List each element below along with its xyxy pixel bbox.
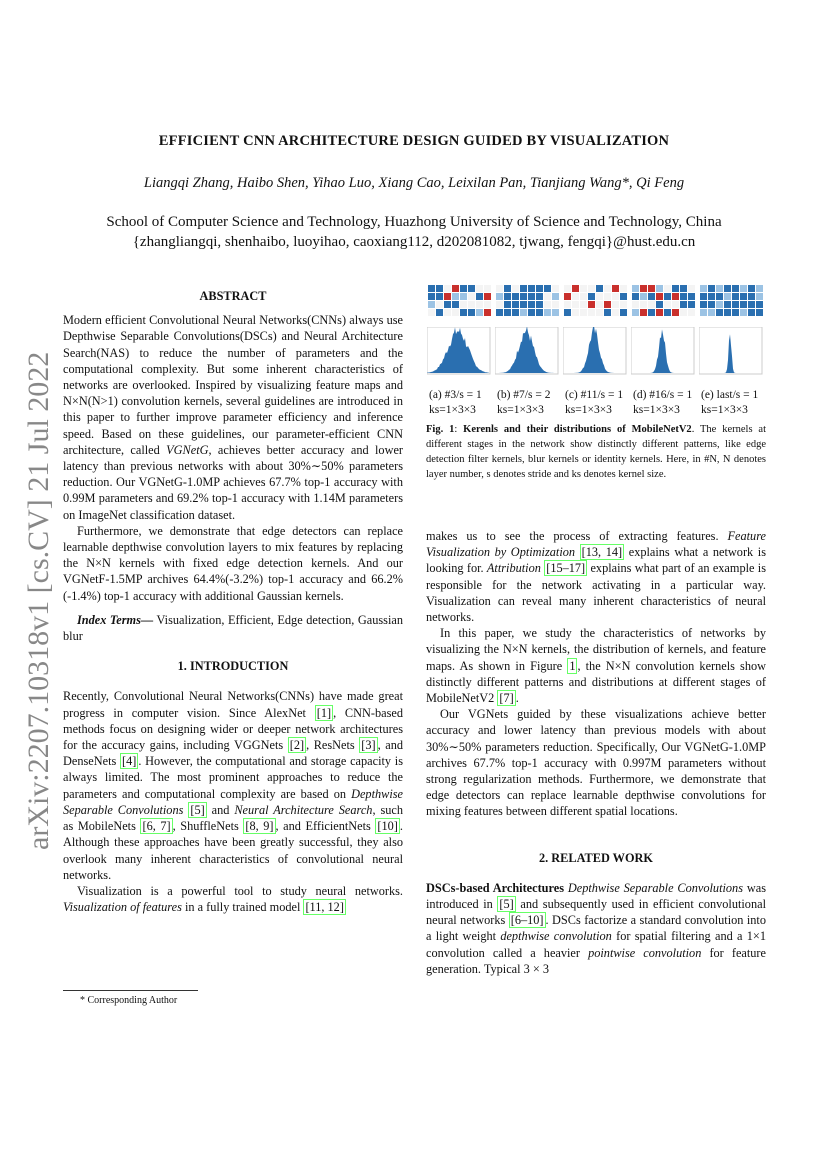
kernel-cell xyxy=(512,301,519,308)
kernel-cell xyxy=(604,293,611,300)
kernel-cell xyxy=(672,301,679,308)
kernel-cell xyxy=(756,293,763,300)
panel-kernel-size: ks=1×3×3 xyxy=(429,404,476,416)
kernel-cell xyxy=(572,293,579,300)
intro-paragraph-2-start xyxy=(63,883,403,915)
kernel-cell xyxy=(716,309,723,316)
footnote-rule xyxy=(63,990,198,991)
text: . DSCs factorize a standard convolution into a light weight xyxy=(426,913,766,944)
kernel-cell xyxy=(460,285,467,292)
kernel-cell xyxy=(680,293,687,300)
weight-histogram xyxy=(631,327,695,375)
kernel-cell xyxy=(640,309,647,316)
citation-link[interactable]: [15–17] xyxy=(546,561,586,576)
kernel-cell xyxy=(504,309,511,316)
kernel-cell xyxy=(640,285,647,292)
kernel-cell xyxy=(572,285,579,292)
kernel-cell xyxy=(572,309,579,316)
nas-term: Neural Architecture Search xyxy=(234,802,373,817)
kernel-cell xyxy=(536,293,543,300)
kernel-grid xyxy=(700,285,763,316)
kernel-cell xyxy=(732,285,739,292)
kernel-cell xyxy=(528,285,535,292)
abstract-heading: ABSTRACT xyxy=(199,289,267,303)
intro-paragraph-2-end xyxy=(426,528,766,625)
kernel-cell xyxy=(748,309,755,316)
kernel-cell xyxy=(512,293,519,300)
text: makes us to see the process of extracting features. xyxy=(426,529,728,543)
kernel-cell xyxy=(504,293,511,300)
kernel-cell xyxy=(700,301,707,308)
kernel-cell xyxy=(436,301,443,308)
related-paragraph-1 xyxy=(426,880,766,977)
kernel-cell xyxy=(452,301,459,308)
kernel-cell xyxy=(580,285,587,292)
kernel-cell xyxy=(708,301,715,308)
kernel-cell xyxy=(436,309,443,316)
text: , and EfficientNets xyxy=(275,819,376,834)
kernel-cell xyxy=(528,309,535,316)
left-column xyxy=(63,288,403,915)
citation-link[interactable]: [5] xyxy=(190,802,205,817)
kernel-cell xyxy=(496,301,503,308)
footnote: * Corresponding Author xyxy=(80,995,178,1006)
weight-histogram xyxy=(563,327,627,375)
kernel-cell xyxy=(740,293,747,300)
kernel-cell xyxy=(700,309,707,316)
kernel-cell xyxy=(700,285,707,292)
right-column xyxy=(426,528,766,977)
index-terms-text: Visualization, Efficient, Edge detection, Gaussian blur xyxy=(63,612,403,644)
kernel-cell xyxy=(732,309,739,316)
text: , ShuffleNets xyxy=(172,819,244,834)
kernel-cell xyxy=(452,309,459,316)
kernel-cell xyxy=(620,309,627,316)
figure-caption: Fig. 1: Kerenls and their distributions of MobileNetV2. The kernels at different stages in the network show distinctly different patterns, like edge detection filter kernels, blur kernels or identity kernels. Here, in #N, N denotes layer number, s denotes stride and ks denotes kernel size. xyxy=(426,424,766,480)
kernel-cell xyxy=(436,285,443,292)
kernel-cell xyxy=(708,309,715,316)
kernel-cell xyxy=(444,301,451,308)
kernel-cell xyxy=(716,285,723,292)
kernel-cell xyxy=(700,293,707,300)
kernel-cell xyxy=(544,293,551,300)
kernel-grid xyxy=(496,285,559,316)
kernel-cell xyxy=(648,301,655,308)
kernel-cell xyxy=(632,293,639,300)
intro-heading: 1. INTRODUCTION xyxy=(177,659,289,674)
kernel-cell xyxy=(656,309,663,316)
kernel-cell xyxy=(656,285,663,292)
pointwise-term: pointwise convolution xyxy=(588,945,702,960)
kernel-cell xyxy=(504,285,511,292)
kernel-cell xyxy=(552,285,559,292)
kernel-cell xyxy=(604,301,611,308)
kernel-cell xyxy=(732,301,739,308)
kernel-cell xyxy=(444,293,451,300)
kernel-cell xyxy=(648,309,655,316)
index-terms-label: Index Terms— xyxy=(77,612,154,627)
kernel-cell xyxy=(536,301,543,308)
kernel-cell xyxy=(748,293,755,300)
kernel-cell xyxy=(688,301,695,308)
kernel-cell xyxy=(564,301,571,308)
kernel-cell xyxy=(708,293,715,300)
histogram-area xyxy=(495,327,557,373)
citation-link[interactable]: [11, 12] xyxy=(305,900,344,915)
kernel-cell xyxy=(484,301,491,308)
text: was introduced in xyxy=(426,880,766,912)
intro-paragraph-1 xyxy=(63,688,403,882)
kernel-cell xyxy=(476,301,483,308)
abstract-paragraph-1 xyxy=(63,312,403,523)
text: for feature generation. Typical 3 × 3 xyxy=(426,945,766,976)
kernel-cell xyxy=(620,293,627,300)
citation-link[interactable]: [4] xyxy=(122,754,137,769)
kernel-cell xyxy=(428,309,435,316)
kernel-cell xyxy=(588,285,595,292)
kernel-cell xyxy=(664,285,671,292)
kernel-cell xyxy=(536,285,543,292)
kernel-cell xyxy=(648,285,655,292)
kernel-cell xyxy=(732,293,739,300)
vgnetg-name: VGNetG xyxy=(166,442,209,457)
text: and subsequently used in efficient convolutional neural networks xyxy=(426,897,766,928)
kernel-cell xyxy=(552,293,559,300)
weight-histogram xyxy=(699,327,763,375)
panel-label: (d) #16/s = 1 xyxy=(633,389,693,401)
kernel-cell xyxy=(588,309,595,316)
citation-link[interactable]: [7] xyxy=(499,691,514,706)
vof-term: Visualization of features xyxy=(63,900,182,915)
kernel-cell xyxy=(536,309,543,316)
kernel-cell xyxy=(656,293,663,300)
text: Recently, Convolutional Neural Networks(CNNs) have made great progress in computer vision. Since AlexNet xyxy=(63,689,403,720)
attribution-term: Attribution xyxy=(486,561,541,576)
kernel-cell xyxy=(716,293,723,300)
citation-link[interactable]: [1] xyxy=(316,705,332,720)
kernel-cell xyxy=(680,309,687,316)
weight-histogram xyxy=(495,327,559,375)
kernel-cell xyxy=(672,293,679,300)
citation-link[interactable]: [5] xyxy=(499,897,514,912)
citation-link[interactable]: [3] xyxy=(361,738,376,753)
kernel-cell xyxy=(640,293,647,300)
kernel-cell xyxy=(552,309,559,316)
text: in a fully trained model xyxy=(181,900,304,915)
kernel-cell xyxy=(428,285,435,292)
kernel-cell xyxy=(672,285,679,292)
kernel-cell xyxy=(596,309,603,316)
kernel-cell xyxy=(572,301,579,308)
kernel-cell xyxy=(580,301,587,308)
text: explains what part of an example is responsible for the network activating in a particular way. Visualization can reveal many inherent characteristics of neural networks. xyxy=(426,561,766,625)
citation-link[interactable]: [2] xyxy=(289,738,305,753)
kernel-cell xyxy=(588,293,595,300)
abstract-text: Modern efficient Convolutional Neural Networks(CNNs) always use Depthwise Separable Convolutions(DSCs) and Neural Architecture Search(NAS) to reduce the number of parameters and the computational complexity. But some inherent characteristics of networks are overlooked. Inspired by visualizing feature maps and N×N(N>1) convolution kernels, several guidelines are introduced in this paper to further improve parameter efficiency and inference speed. Based on these guidelines, our parameter-efficient CNN architecture, called xyxy=(63,313,403,457)
kernel-cell xyxy=(688,293,695,300)
kernel-cell xyxy=(444,285,451,292)
kernel-cell xyxy=(664,293,671,300)
kernel-cell xyxy=(604,309,611,316)
abstract-paragraph-2: Furthermore, we demonstrate that edge detectors can replace learnable depthwise convolution layers to mix features by replacing the N×N kernels with fixed edge detection kernels. And our VGNetF-1.5MP archives 64.4%(-3.2%) top-1 accuracy and 66.2%(-1.4%) top-1 accuracy with additional Gaussian kernels. xyxy=(63,523,403,603)
text: . xyxy=(515,691,519,706)
kernel-cell xyxy=(444,309,451,316)
panel-label: (b) #7/s = 2 xyxy=(497,389,551,401)
kernel-cell xyxy=(664,309,671,316)
kernel-cell xyxy=(544,285,551,292)
text: , and DenseNets xyxy=(63,738,403,769)
figure-link[interactable]: 1 xyxy=(569,658,576,673)
kernel-cell xyxy=(640,301,647,308)
kernel-cell xyxy=(520,285,527,292)
kernel-cell xyxy=(552,301,559,308)
figure-caption-label: Fig. 1 xyxy=(426,424,455,435)
kernel-cell xyxy=(748,285,755,292)
citation-link[interactable]: [13, 14] xyxy=(581,545,623,560)
kernel-cell xyxy=(564,309,571,316)
text: . Although these approaches have been greatly successful, they also overlook many inherent characteristics of convolutional neural networks. xyxy=(63,819,403,882)
kernel-cell xyxy=(656,301,663,308)
kernel-cell xyxy=(664,301,671,308)
histogram-area xyxy=(699,334,761,373)
affiliation-block xyxy=(0,212,828,252)
kernel-cell xyxy=(436,293,443,300)
kernel-cell xyxy=(596,285,603,292)
kernel-cell xyxy=(756,285,763,292)
kernel-cell xyxy=(612,309,619,316)
kernel-cell xyxy=(520,301,527,308)
kernel-cell xyxy=(520,309,527,316)
kernel-cell xyxy=(612,293,619,300)
kernel-cell xyxy=(484,293,491,300)
kernel-cell xyxy=(428,301,435,308)
kernel-cell xyxy=(632,301,639,308)
kernel-cell xyxy=(724,285,731,292)
kernel-cell xyxy=(564,285,571,292)
citation-link[interactable]: [10] xyxy=(377,819,398,834)
dsc-arch-label: DSCs-based Architectures xyxy=(426,880,564,895)
kernel-cell xyxy=(632,309,639,316)
kernel-cell xyxy=(520,293,527,300)
kernel-cell xyxy=(724,301,731,308)
kernel-cell xyxy=(688,285,695,292)
histogram-area xyxy=(427,327,489,373)
kernel-cell xyxy=(756,301,763,308)
kernel-cell xyxy=(724,309,731,316)
text: for spatial filtering and a 1×1 convolution called a heavier xyxy=(426,929,766,960)
depthwise-term: depthwise convolution xyxy=(500,929,612,944)
kernel-cell xyxy=(512,285,519,292)
dsc-term: Depthwise Separable Convolutions xyxy=(564,880,743,895)
kernel-cell xyxy=(748,301,755,308)
kernel-cell xyxy=(476,285,483,292)
kernel-cell xyxy=(716,301,723,308)
index-terms xyxy=(63,612,403,644)
panel-kernel-size: ks=1×3×3 xyxy=(633,404,680,416)
affiliation: School of Computer Science and Technology, Huazhong University of Science and Technology, China xyxy=(106,214,722,230)
fvo-term: Feature Visualization by Optimization xyxy=(426,529,766,560)
kernel-cell xyxy=(468,293,475,300)
kernel-cell xyxy=(484,285,491,292)
kernel-cell xyxy=(708,285,715,292)
kernel-cell xyxy=(680,301,687,308)
kernel-cell xyxy=(476,309,483,316)
kernel-cell xyxy=(460,301,467,308)
kernel-cell xyxy=(452,285,459,292)
histogram-area xyxy=(631,329,693,373)
text: , ResNets xyxy=(306,738,360,753)
kernel-cell xyxy=(724,293,731,300)
page-title: EFFICIENT CNN ARCHITECTURE DESIGN GUIDED BY VISUALIZATION xyxy=(158,133,670,149)
dsc-term: Depthwise Separable Convolutions xyxy=(63,786,403,817)
kernel-cell xyxy=(512,309,519,316)
kernel-cell xyxy=(528,293,535,300)
citation-link[interactable]: [6, 7] xyxy=(142,819,171,834)
kernel-cell xyxy=(672,309,679,316)
text: In this paper, we study the characteristics of networks by visualizing the N×N kernels, the distribution of kernels, and feature maps. As shown in Figure xyxy=(426,626,766,673)
kernel-cell xyxy=(620,301,627,308)
kernel-cell xyxy=(620,285,627,292)
text: , the N×N convolution kernels show distinctly different patterns and distributions at different stages of MobileNetV2 xyxy=(426,658,766,706)
figure-caption-title: Kerenls and their distributions of MobileNetV2 xyxy=(463,424,692,435)
kernel-cell xyxy=(612,285,619,292)
kernel-cell xyxy=(528,301,535,308)
kernel-cell xyxy=(476,293,483,300)
histogram-area xyxy=(563,327,625,373)
kernel-cell xyxy=(428,293,435,300)
intro-paragraph-3 xyxy=(426,625,766,706)
weight-histogram xyxy=(427,327,491,375)
panel-label: (c) #11/s = 1 xyxy=(565,389,624,401)
text: . However, the computational and storage capacity is always limited. The most prominent approaches to reduce the parameters and computational complexity are based on xyxy=(63,754,403,801)
text: , such as MobileNets xyxy=(63,802,403,834)
kernel-cell xyxy=(484,309,491,316)
kernel-cell xyxy=(756,309,763,316)
text: Visualization is a powerful tool to study neural networks. xyxy=(77,883,403,898)
figure-caption-text: . The kernels at different stages in the network show distinctly different patterns, like edge detection filter kernels, blur kernels or identity kernels. Here, in #N, N denotes layer number, s denotes stride and ks denotes kernel size. xyxy=(426,424,766,480)
arxiv-stamp: arXiv:2207.10318v1 [cs.CV] 21 Jul 2022 xyxy=(22,351,55,850)
panel-label: (e) last/s = 1 xyxy=(701,389,759,401)
author-list: Liangqi Zhang, Haibo Shen, Yihao Luo, Xiang Cao, Leixilan Pan, Tianjiang Wang*, Qi Feng xyxy=(143,175,685,191)
kernel-cell xyxy=(648,293,655,300)
kernel-cell xyxy=(588,301,595,308)
kernel-cell xyxy=(604,285,611,292)
panel-label: (a) #3/s = 1 xyxy=(429,389,482,401)
kernel-cell xyxy=(680,285,687,292)
kernel-cell xyxy=(740,301,747,308)
kernel-cell xyxy=(612,301,619,308)
kernel-cell xyxy=(468,301,475,308)
kernel-cell xyxy=(544,301,551,308)
citation-link[interactable]: [6–10] xyxy=(510,913,544,928)
emails: {zhangliangqi, shenhaibo, luoyihao, caoxiang112, d202081082, tjwang, fengqi}@hust.edu.cn xyxy=(132,234,696,250)
kernel-cell xyxy=(460,309,467,316)
kernel-cell xyxy=(544,309,551,316)
kernel-cell xyxy=(740,285,747,292)
kernel-cell xyxy=(688,309,695,316)
kernel-grid xyxy=(564,285,627,316)
kernel-cell xyxy=(632,285,639,292)
text: explains what a network is looking for. xyxy=(426,545,766,576)
kernel-grid xyxy=(632,285,695,316)
kernel-cell xyxy=(468,285,475,292)
panel-kernel-size: ks=1×3×3 xyxy=(565,404,612,416)
text: , CNN-based methods focus on designing wider or deeper network architectures for the accuracy gains, including VGGNets xyxy=(63,705,403,753)
kernel-cell xyxy=(496,309,503,316)
related-heading: 2. RELATED WORK xyxy=(539,850,653,865)
kernel-cell xyxy=(580,293,587,300)
panel-kernel-size: ks=1×3×3 xyxy=(701,404,748,416)
kernel-cell xyxy=(596,293,603,300)
kernel-cell xyxy=(452,293,459,300)
citation-link[interactable]: [8, 9] xyxy=(245,819,274,834)
abstract-text-end: , achieves better accuracy and lower latency than previous networks with about 30%∼50% parameters reduction. Our VGNetG-1.0MP achieves 67.7% top-1 accuracy with 0.99M parameters and 69.2% top-1 accuracy with 1.14M parameters on ImageNet classification dataset. xyxy=(63,442,404,522)
kernel-cell xyxy=(496,285,503,292)
kernel-cell xyxy=(496,293,503,300)
kernel-cell xyxy=(468,309,475,316)
kernel-cell xyxy=(460,293,467,300)
text: and xyxy=(206,802,235,817)
kernel-cell xyxy=(564,293,571,300)
kernel-cell xyxy=(740,309,747,316)
kernel-cell xyxy=(580,309,587,316)
panel-kernel-size: ks=1×3×3 xyxy=(497,404,544,416)
kernel-cell xyxy=(596,301,603,308)
intro-paragraph-4: Our VGNets guided by these visualizations achieve better accuracy and lower latency than previous models with about 30%∼50% parameters reduction. Specifically, Our VGNetG-1.0MP archives 67.7% top-1 accuracy with 0.997M parameters without strong regularization methods. Furthermore, we demonstrate that edge detectors can replace learnable depthwise convolutions for mixing features between different spatial locations. xyxy=(426,707,766,819)
kernel-cell xyxy=(504,301,511,308)
kernel-grid xyxy=(428,285,491,316)
